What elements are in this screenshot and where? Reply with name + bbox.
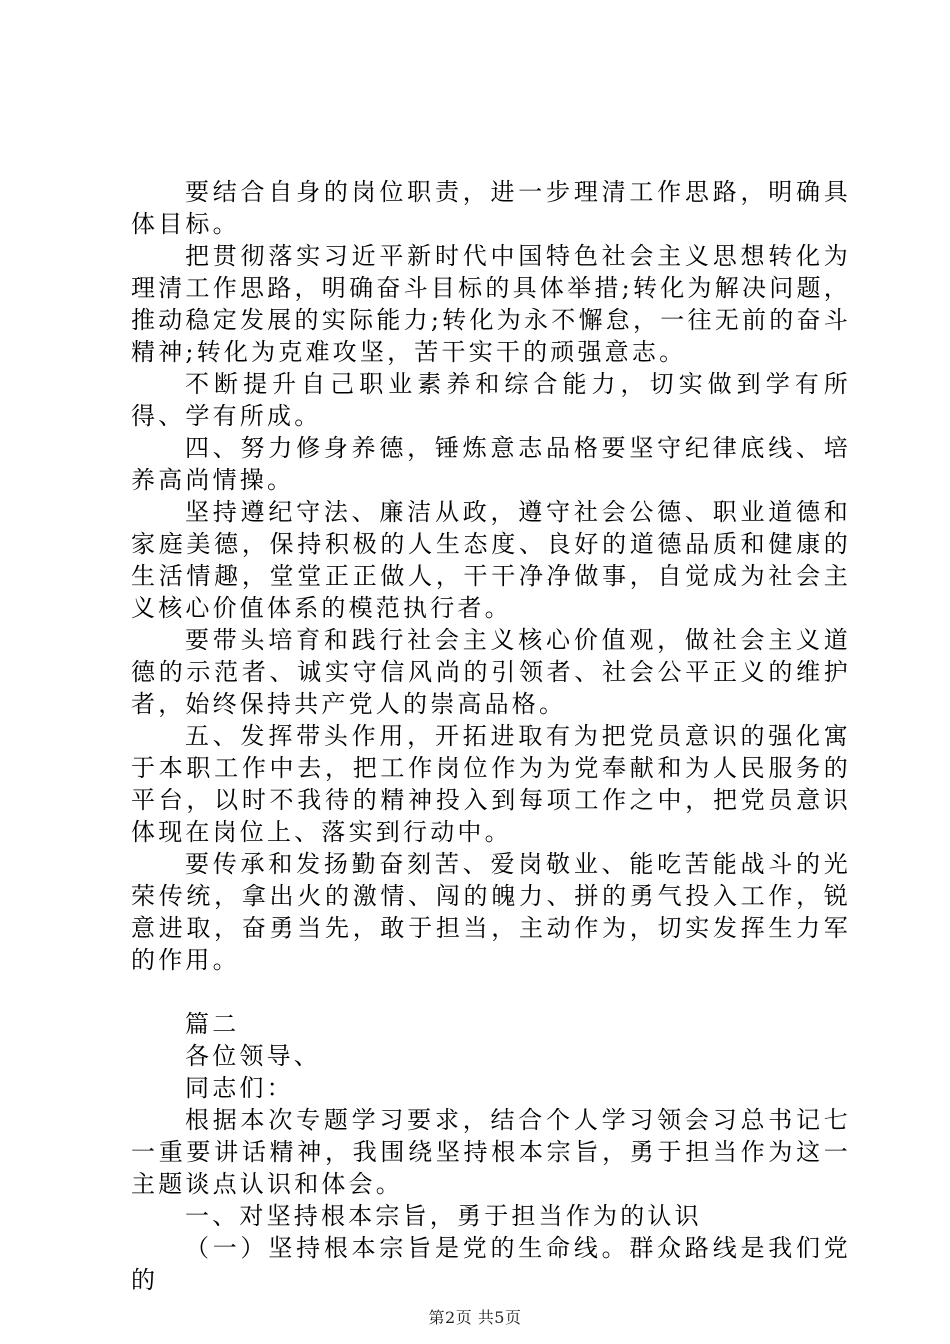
paragraph: 不断提升自己职业素养和综合能力，切实做到学有所得、学有所成。 (131, 370, 851, 430)
paragraph: 把贯彻落实习近平新时代中国特色社会主义思想转化为理清工作思路，明确奋斗目标的具体举措;转化为解决问题，推动稳定发展的实际能力;转化为永不懈怠，一往无前的奋斗精神;转化为克难攻坚，苦干实干的顽强意志。 (131, 242, 851, 366)
salutation-line: 各位领导、 (185, 1042, 321, 1070)
section-heading-one: 一、对坚持根本宗旨，勇于担当作为的认识 (185, 1202, 702, 1230)
paragraph: 坚持遵纪守法、廉洁从政，遵守社会公德、职业道德和家庭美德，保持积极的人生态度、良好的道德品质和健康的生活情趣，堂堂正正做人，干干净净做事，自觉成为社会主义核心价值体系的模范执行者。 (131, 498, 851, 622)
paragraph: 要结合自身的岗位职责，进一步理清工作思路，明确具体目标。 (131, 178, 851, 238)
document-body (131, 176, 851, 1296)
blank-line (131, 976, 851, 1008)
paragraph: 要带头培育和践行社会主义核心价值观，做社会主义道德的示范者、诚实守信风尚的引领者、社会公平正义的维护者，始终保持共产党人的崇高品格。 (131, 626, 851, 718)
page-number-footer: 第2页 共5页 (428, 1308, 522, 1327)
paragraph: 根据本次专题学习要求，结合个人学习领会习总书记七一重要讲话精神，我围绕坚持根本宗旨，勇于担当作为这一主题谈点认识和体会。 (131, 1106, 851, 1198)
paragraph: （一）坚持根本宗旨是党的生命线。群众路线是我们党的 (131, 1234, 851, 1294)
salutation-line: 同志们： (185, 1074, 294, 1102)
part-heading: 篇二 (185, 1010, 240, 1038)
section-heading-five: 五、发挥带头作用，开拓进取有为把党员意识的强化寓于本职工作中去，把工作岗位作为为党奉献和为人民服务的平台，以时不我待的精神投入到每项工作之中，把党员意识体现在岗位上、落实到行动中。 (131, 722, 851, 846)
paragraph: 要传承和发扬勤奋刻苦、爱岗敬业、能吃苦能战斗的光荣传统，拿出火的激情、闯的魄力、拼的勇气投入工作，锐意进取，奋勇当先，敢于担当，主动作为，切实发挥生力军的作用。 (131, 850, 851, 974)
section-heading-four: 四、努力修身养德，锤炼意志品格要坚守纪律底线、培养高尚情操。 (131, 434, 851, 494)
